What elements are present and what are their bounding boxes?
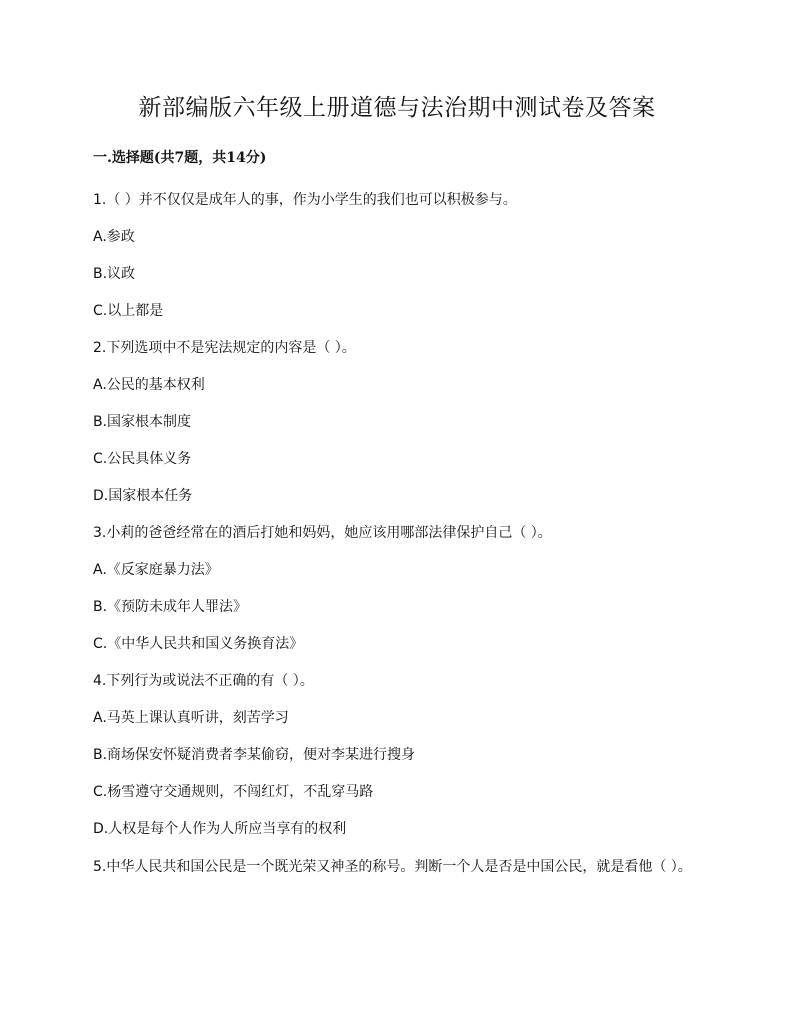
question-3-stem: 3.小莉的爸爸经常在的酒后打她和妈妈，她应该用哪部法律保护自己（ ）。 [93, 525, 552, 541]
question-4-option-d: D.人权是每个人作为人所应当享有的权利 [93, 821, 347, 837]
question-2-option-d: D.国家根本任务 [93, 488, 193, 504]
section-heading: 一.选择题(共7题，共14分) [93, 150, 267, 166]
question-4-stem: 4.下列行为或说法不正确的有（ ）。 [93, 673, 314, 689]
question-3-option-a: A.《反家庭暴力法》 [93, 562, 219, 578]
question-2-option-c: C.公民具体义务 [93, 451, 192, 467]
question-1-option-c: C.以上都是 [93, 303, 164, 319]
question-4-option-c: C.杨雪遵守交通规则，不闯红灯，不乱穿马路 [93, 784, 374, 800]
question-1-option-a: A.参政 [93, 229, 135, 245]
question-2-stem: 2.下列选项中不是宪法规定的内容是（ ）。 [93, 340, 356, 356]
question-4-option-b: B.商场保安怀疑消费者李某偷窃，便对李某进行搜身 [93, 747, 416, 763]
question-3-option-b: B.《预防未成年人罪法》 [93, 599, 248, 615]
question-5-stem: 5.中华人民共和国公民是一个既光荣又神圣的称号。判断一个人是否是中国公民，就是看他（ ）。 [93, 859, 692, 875]
question-3-option-c: C.《中华人民共和国义务换育法》 [93, 636, 304, 652]
question-1-option-b: B.议政 [93, 266, 136, 282]
question-2-option-b: B.国家根本制度 [93, 414, 192, 430]
question-2-option-a: A.公民的基本权利 [93, 377, 205, 393]
question-1-stem: 1.（ ）并不仅仅是成年人的事，作为小学生的我们也可以积极参与。 [93, 192, 517, 208]
question-4-option-a: A.马英上课认真听讲，刻苦学习 [93, 710, 289, 726]
document-title: 新部编版六年级上册道德与法治期中测试卷及答案 [138, 95, 656, 121]
